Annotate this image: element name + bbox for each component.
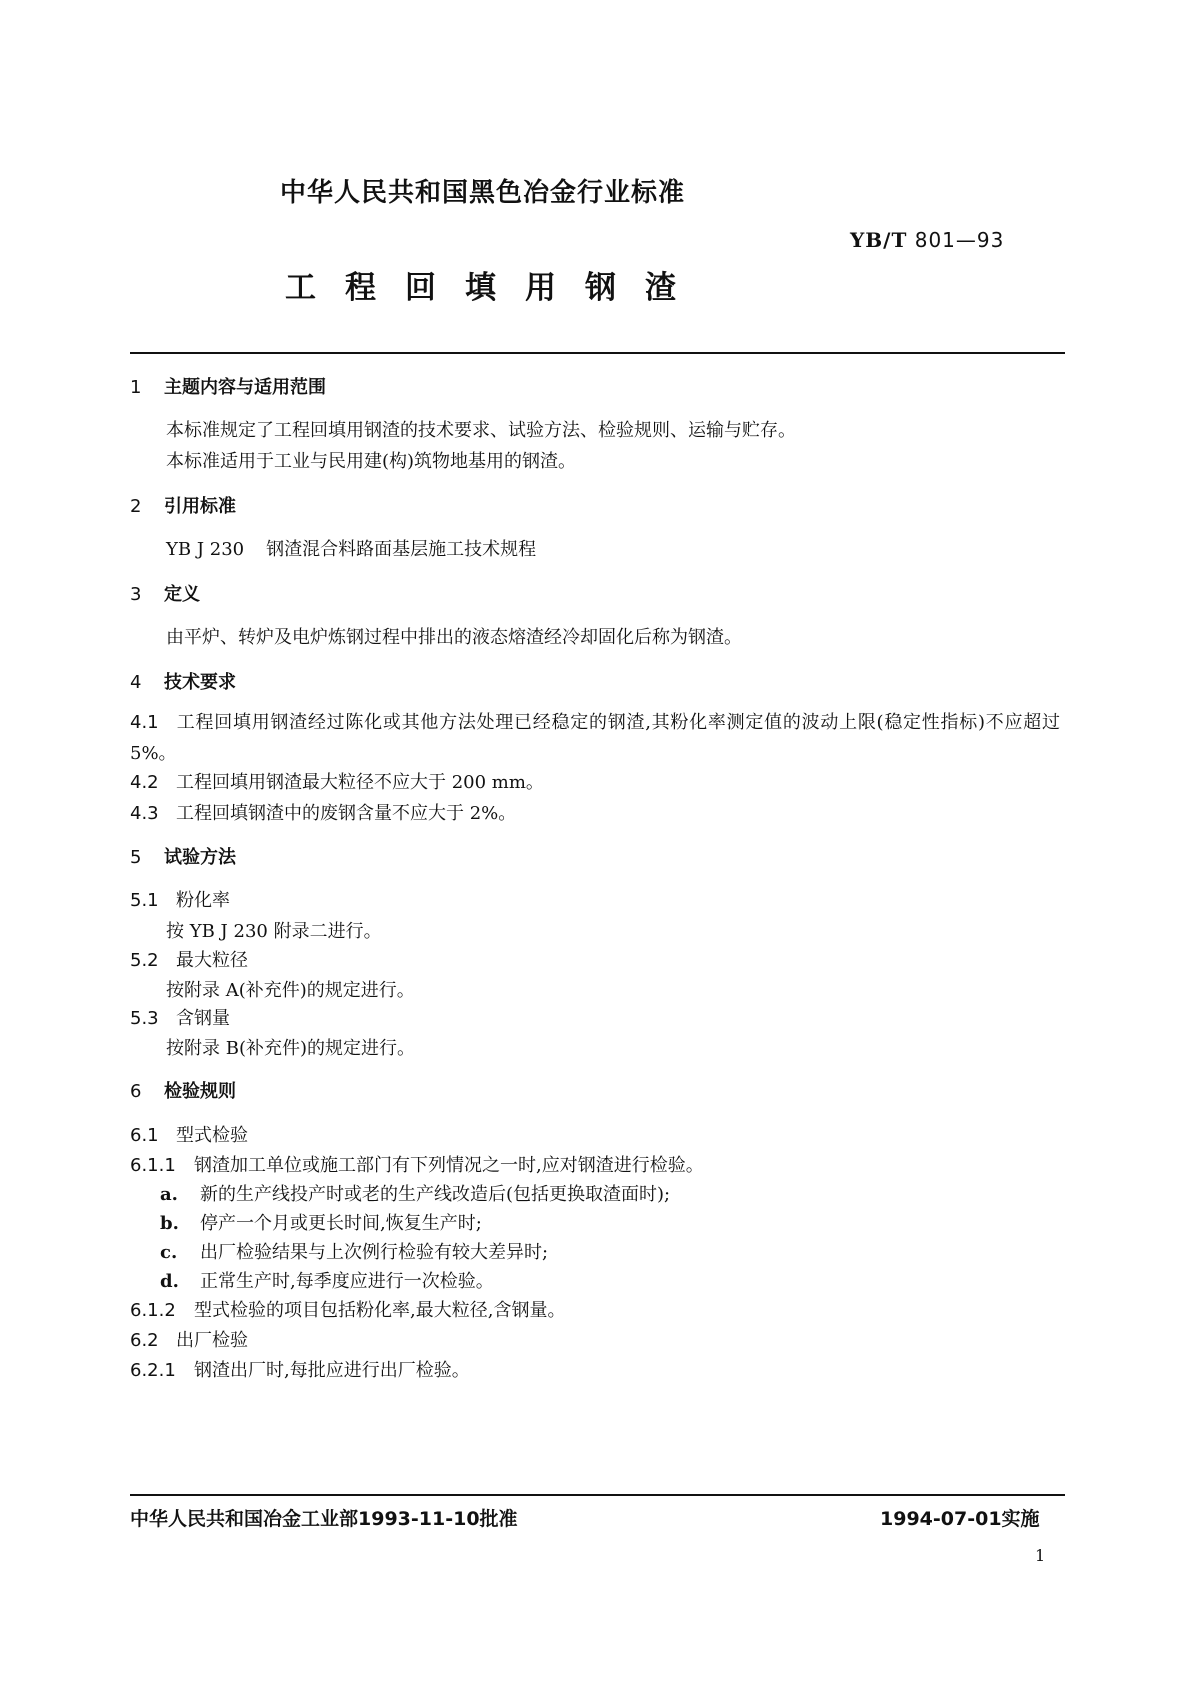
section-title: 引用标准: [164, 496, 236, 517]
clause-number: 6.2: [130, 1330, 159, 1351]
section-number: 4: [130, 672, 142, 693]
clause-6-2-1: [130, 1356, 470, 1382]
paragraph: 本标准适用于工业与民用建(构)筑物地基用的钢渣。: [166, 451, 577, 472]
clause-title: 粉化率: [176, 890, 230, 911]
clause-number: 4.1: [130, 712, 159, 733]
list-item: [160, 1209, 482, 1235]
section-number: 6: [130, 1081, 142, 1102]
list-item: [160, 1267, 494, 1293]
issuing-authority-title: 中华人民共和国黑色冶金行业标准: [280, 178, 686, 208]
clause-6-1-1: [130, 1151, 704, 1177]
section-5-heading: [130, 843, 236, 869]
section-number: 1: [130, 377, 142, 398]
section-number: 2: [130, 496, 142, 517]
clause-4-1: [130, 707, 1060, 769]
list-marker: a.: [160, 1184, 178, 1205]
clause-number: 6.1.2: [130, 1300, 176, 1321]
standard-prefix: YB/T: [850, 228, 908, 252]
clause-title: 出厂检验: [176, 1330, 248, 1351]
document-title: 工程回填用钢渣: [285, 270, 705, 306]
section-number: 3: [130, 584, 142, 605]
page-number: 1: [1035, 1546, 1046, 1565]
list-marker: b.: [160, 1213, 179, 1234]
section-title: 主题内容与适用范围: [164, 377, 326, 398]
section-6-heading: [130, 1077, 236, 1103]
clause-5-1: [130, 886, 230, 912]
clause-5-3: [130, 1004, 230, 1030]
clause-text: 按附录 A(补充件)的规定进行。: [166, 980, 415, 1001]
clause-text: 按 YB J 230 附录二进行。: [166, 921, 382, 942]
paragraph: 本标准规定了工程回填用钢渣的技术要求、试验方法、检验规则、运输与贮存。: [166, 420, 796, 441]
clause-6-2: [130, 1326, 248, 1352]
clause-6-1-2: [130, 1296, 565, 1322]
clause-4-3: [130, 799, 516, 825]
clause-text: 钢渣出厂时,每批应进行出厂检验。: [194, 1360, 470, 1381]
clause-number: 4.3: [130, 803, 159, 824]
clause-text: 型式检验的项目包括粉化率,最大粒径,含钢量。: [194, 1300, 566, 1321]
clause-number: 6.1: [130, 1125, 159, 1146]
header-divider: [130, 352, 1065, 354]
list-marker: d.: [160, 1271, 179, 1292]
clause-number: 5.2: [130, 950, 159, 971]
clause-text: 按附录 B(补充件)的规定进行。: [166, 1038, 415, 1059]
clause-number: 6.1.1: [130, 1155, 176, 1176]
footer-divider: [130, 1494, 1065, 1496]
list-item-text: 正常生产时,每季度应进行一次检验。: [200, 1271, 494, 1292]
clause-text: 工程回填钢渣中的废钢含量不应大于 2%。: [176, 803, 517, 824]
referenced-standard: [166, 535, 536, 561]
standard-code: 801—93: [914, 228, 1005, 252]
section-title: 定义: [164, 584, 200, 605]
clause-number: 5.3: [130, 1008, 159, 1029]
clause-number: 6.2.1: [130, 1360, 176, 1381]
section-title: 试验方法: [164, 847, 236, 868]
standard-number: [850, 228, 1004, 252]
list-marker: c.: [160, 1242, 178, 1263]
section-1-heading: [130, 373, 326, 399]
clause-text: 钢渣加工单位或施工部门有下列情况之一时,应对钢渣进行检验。: [194, 1155, 704, 1176]
clause-title: 型式检验: [176, 1125, 248, 1146]
approval-statement: 中华人民共和国冶金工业部1993-11-10批准: [130, 1508, 518, 1530]
paragraph: 由平炉、转炉及电炉炼钢过程中排出的液态熔渣经冷却固化后称为钢渣。: [166, 627, 742, 648]
effective-date: 1994-07-01实施: [880, 1508, 1040, 1530]
clause-number: 4.2: [130, 772, 159, 793]
list-item-text: 出厂检验结果与上次例行检验有较大差异时;: [200, 1242, 549, 1263]
section-title: 技术要求: [164, 672, 236, 693]
reference-code: YB J 230: [166, 539, 245, 560]
section-title: 检验规则: [164, 1081, 236, 1102]
list-item-text: 新的生产线投产时或老的生产线改造后(包括更换取渣面时);: [200, 1184, 671, 1205]
clause-5-2: [130, 946, 248, 972]
section-4-heading: [130, 668, 236, 694]
clause-text: 工程回填用钢渣最大粒径不应大于 200 mm。: [176, 772, 544, 793]
section-3-heading: [130, 580, 200, 606]
clause-title: 最大粒径: [176, 950, 248, 971]
list-item-text: 停产一个月或更长时间,恢复生产时;: [200, 1213, 482, 1234]
list-item: [160, 1238, 548, 1264]
clause-6-1: [130, 1121, 248, 1147]
list-item: [160, 1180, 670, 1206]
clause-title: 含钢量: [176, 1008, 230, 1029]
section-2-heading: [130, 492, 236, 518]
clause-text: 工程回填用钢渣经过陈化或其他方法处理已经稳定的钢渣,其粉化率测定值的波动上限(稳定性指标)不应超过 5%。: [130, 712, 1060, 764]
clause-4-2: [130, 768, 544, 794]
clause-number: 5.1: [130, 890, 159, 911]
reference-title: 钢渣混合料路面基层施工技术规程: [266, 539, 537, 560]
section-number: 5: [130, 847, 142, 868]
